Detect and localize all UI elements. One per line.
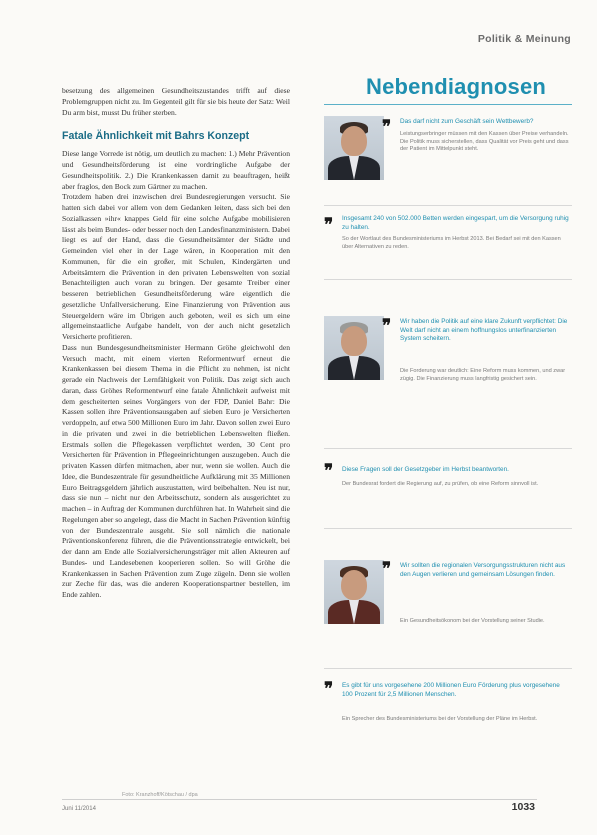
quote-lead: Diese Fragen soll der Gesetzgeber im Herbst beantworten. <box>342 466 509 473</box>
section-header: Politik & Meinung <box>477 33 571 45</box>
quote-body: Ein Sprecher des Bundesministeriums bei der Vorstellung der Pläne im Herbst. <box>342 716 538 722</box>
quote-lead: Es gibt für uns vorgesehene 200 Millionen Euro Förderung plus vorgesehene 100 Prozent für 2,5 Millionen Menschen. <box>342 682 560 698</box>
quote-icon: ❞ <box>324 215 334 234</box>
quote-icon: ❞ <box>324 461 334 480</box>
footer-issue: Juni 11/2014 <box>62 806 96 812</box>
quote-body: So der Wortlaut des Bundesministeriums im Herbst 2013. Bei Bedarf sei mit den Kassen über Alternativen zu reden. <box>342 236 561 250</box>
quote-body: Die Forderung war deutlich: Eine Reform muss kommen, und zwar zügig. Die Finanzierung muss langfristig gesichert sein. <box>400 368 566 382</box>
quote-body: Der Bundesrat fordert die Regierung auf, zu prüfen, ob eine Reform sinnvoll ist. <box>342 481 539 487</box>
quote-lead: Das darf nicht zum Geschäft sein Wettbewerb? <box>400 118 534 125</box>
quote-body: Leistungserbringer müssen mit den Kassen über Preise verhandeln. Die Politik muss sicherstellen, dass Qualität vor Preis geht und dass der Patient im Mittelpunkt steht. <box>400 131 569 153</box>
quote-icon: ❞ <box>324 679 334 698</box>
page-number: 1033 <box>511 801 535 813</box>
entry-divider <box>324 448 572 449</box>
entry-divider <box>324 528 572 529</box>
portrait-photo <box>324 116 384 180</box>
entry-divider <box>324 668 572 669</box>
article-body: Diese lange Vorrede ist nötig, um deutlich zu machen: 1.) Mehr Prävention und Gesundheitsförderung ist eine vordringliche Aufgabe der Gesundheitspolitik. 2.) Die Krankenkassen damit zu beauftragen, heißt aber fraglos, den Bock zum Gärtner zu machen. Trotzdem haben drei inzwischen drei Bundesregierungen versucht. Sie hatten sich dabei vor allem von dem Gedanken leiten, dass sich bei den Sozialkassen »ihr« knappes Geld für eine solche Aufgabe mobilisieren lässt als beim Bundes- oder besser noch den Landesfinanzministern. Dabei liegt es auf der Hand, dass die Gesundheitsämter der Städte und Gemeinden viel eher in der Lage wären, in Kooperation mit den Kommunen, für die ein großer, mit Schulen, Kindergärten und Arbeitsämtern die Prävention in den privaten Lebenswelten von sozial Benachteiligten auch voran zu bringen. Der gesamte Treiber einer besseren betrieblichen Gesundheitsförderung wäre eigentlich die gesetzliche Unfallversicherung. Eine Finanzierung von Prävention aus Steuergeldern wäre im Übrigen auch geboten, weil es sich um eine allgemeinstaatliche Aufgabe handelt, von der auch nicht gesetzlich Versicherte profitieren. Dass nun Bundesgesundheitsminister Hermann Gröhe gleichwohl den Versuch macht, mit einem vierten Reformentwurf erneut die Krankenkassen bei diesem Thema in die Pflicht zu nehmen, ist nicht gerade ein Nachweis der Lernfähigkeit von Politik. Das zeigt sich auch daran, dass Gröhes Reformentwurf eine fatale Ähnlichkeit aufweist mit dem gescheiterten seines Vorgängers von der FDP, Daniel Bahr: Die Kassen sollen ihre Präventionsausgaben auf sieben Euro je Versicherten verdoppeln, auf etwa 500 Millionen Euro im Jahr. Davon sollen zwei Euro in die privaten und zwei in die betrieblichen Lebenswelten fließen. Erstmals sollen die Pflegekassen verpflichtet werden, 30 Cent pro Versicherten für Prävention in Pflegeeinrichtungen auszugeben. Auch die privaten Kassen dürfen mitmachen, aber nur, wenn sie wollen. Auch die Idee, die Bundeszentrale für gesundheitliche Aufklärung mit 35 Millionen Euro Beitragsgeldern jährlich auszustatten, wird beibehalten. Neu ist nur, dass sie nun – nicht nur den Arbeitsschutz, sondern als ausgerichtet zu machen – in Auftrag der Kommunen durchführen hat. In Wahrheit sind die Regelungen aber so angelegt, dass die Macht in Sachen Prävention künftig von der Bundeszentrale ausgeht. Sie soll nämlich die nationale Präventionskonferenz führen, die die Präventionsstrategie entwickelt, bei der dann am Ende alle Sozialversicherungsträger mit allen Akteuren auf Bundes- und Landesebenen kooperieren sollen. So will Gröhe die Krankenkassen in Sachen Prävention zum Zuge zügeln. Denn sie wollen zur Zeche für das, was die anderen Kooperationspartner bestellen, im Ende zahlen. <box>62 149 290 600</box>
portrait-photo <box>324 560 384 624</box>
panel-title: Nebendiagnosen <box>366 74 547 99</box>
entry-divider <box>324 279 572 280</box>
side-panel <box>310 0 572 835</box>
quote-lead: Insgesamt 240 von 502.000 Betten werden eingespart, um die Versorgung ruhig zu halten. <box>342 215 569 231</box>
quote-lead: Wir haben die Politik auf eine klare Zukunft verpflichtet: Die Welt darf nicht an einem hoffnungslos unterfinanzierten System scheitern. <box>400 318 568 343</box>
article-subhead: Fatale Ähnlichkeit mit Bahrs Konzept <box>62 130 250 143</box>
quote-body: Ein Gesundheitsökonom bei der Vorstellung seiner Studie. <box>400 618 545 624</box>
quote-lead: Wir sollten die regionalen Versorgungsstrukturen nicht aus den Augen verlieren und gemeinsam Lösungen finden. <box>400 562 566 578</box>
quote-icon: ❞ <box>382 117 392 136</box>
article-column <box>62 86 290 601</box>
entry-divider <box>324 205 572 206</box>
portrait-photo <box>324 316 384 380</box>
panel-title-rule <box>324 104 572 105</box>
photo-source-line: Foto: Kranzhoff/Kötschau / dpa <box>122 792 198 798</box>
quote-icon: ❞ <box>382 559 392 578</box>
quote-icon: ❞ <box>382 316 392 335</box>
article-intro: besetzung des allgemeinen Gesundheitszustandes trifft auf diese Problemgruppen nicht zu. Im Gegenteil gilt für sie bis heute der Satz: Weil Du arm bist, musst Du früher sterben. <box>62 86 290 117</box>
